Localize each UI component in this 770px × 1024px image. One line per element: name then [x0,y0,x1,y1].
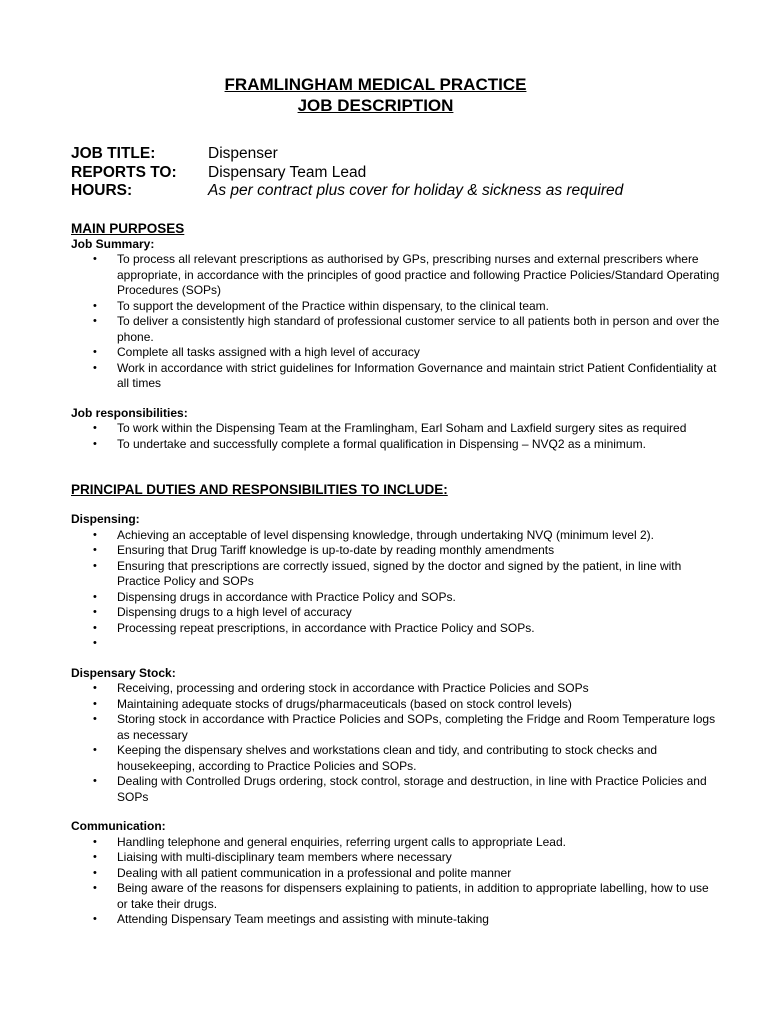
list-item: • To deliver a consistently high standard of professional customer service to all patients both in person and over the phone. [71,314,720,345]
list-item: • Being aware of the reasons for dispensers explaining to patients, in addition to appropriate labelling, how to use or take their drugs. [71,881,720,912]
list-item: • To work within the Dispensing Team at the Framlingham, Earl Soham and Laxfield surgery sites as required [71,421,720,437]
meta-row-job-title [71,145,720,164]
list-item: • Dealing with all patient communication in a professional and polite manner [71,866,720,882]
list-item: • To undertake and successfully complete a formal qualification in Dispensing – NVQ2 as a minimum. [71,437,720,453]
list-item: • Liaising with multi-disciplinary team members where necessary [71,850,720,866]
meta-value: Dispensary Team Lead [208,163,367,181]
list-item: • To process all relevant prescriptions as authorised by GPs, prescribing nurses and external prescribers where appropriate, in accordance with the principles of good practice and following Practice Policies/Standard Operating Procedures (SOPs) [71,252,720,299]
document-type: JOB DESCRIPTION [297,96,454,115]
meta-row-reports-to [71,164,720,183]
list-item: • Ensuring that prescriptions are correctly issued, signed by the doctor and signed by the patient, in line with Practice Policy and SOPs [71,559,720,590]
meta-label: HOURS: [71,182,133,199]
list-item: • Storing stock in accordance with Practice Policies and SOPs, completing the Fridge and Room Temperature logs as necessary [71,712,720,743]
list-item: • Achieving an acceptable of level dispensing knowledge, through undertaking NVQ (minimum level 2). [71,528,720,544]
list-item: • Complete all tasks assigned with a high level of accuracy [71,345,720,361]
document-title [31,74,720,116]
list-item: • Maintaining adequate stocks of drugs/pharmaceuticals (based on stock control levels) [71,697,720,713]
meta-value: Dispenser [208,145,278,162]
job-responsibilities-heading: Job responsibilities: [71,405,188,420]
list-item: • Work in accordance with strict guidelines for Information Governance and maintain strict Patient Confidentiality at all times [71,361,720,392]
meta-label: JOB TITLE: [71,145,156,162]
empty-list-item [71,636,720,652]
job-responsibilities-list [71,421,720,452]
list-item: • Attending Dispensary Team meetings and assisting with minute-taking [71,912,720,928]
list-item: • Receiving, processing and ordering stock in accordance with Practice Policies and SOPs [71,681,720,697]
list-item: • Handling telephone and general enquiries, referring urgent calls to appropriate Lead. [71,835,720,851]
list-item: • Dealing with Controlled Drugs ordering, stock control, storage and destruction, in line with Practice Policies and SOPs [71,774,720,805]
meta-value: As per contract plus cover for holiday & sickness as required [208,182,624,199]
meta-label: REPORTS TO: [71,163,177,181]
list-item: • Processing repeat prescriptions, in accordance with Practice Policy and SOPs. [71,621,720,637]
list-item: • To support the development of the Practice within dispensary, to the clinical team. [71,299,720,315]
communication-heading: Communication: [71,819,166,833]
main-purposes-heading: MAIN PURPOSES [71,220,185,236]
meta-row-hours [71,182,720,201]
principal-duties-heading: PRINCIPAL DUTIES AND RESPONSIBILITIES TO INCLUDE: [71,482,448,497]
list-item: • Keeping the dispensary shelves and workstations clean and tidy, and contributing to stock checks and housekeeping, according to Practice Policies and SOPs. [71,743,720,774]
dispensary-stock-list [71,681,720,805]
list-item: • Ensuring that Drug Tariff knowledge is up-to-date by reading monthly amendments [71,543,720,559]
job-meta [71,145,720,201]
job-summary-list [71,252,720,392]
list-item: • Dispensing drugs in accordance with Practice Policy and SOPs. [71,590,720,606]
dispensing-list [71,528,720,652]
communication-list [71,835,720,928]
job-summary-heading: Job Summary: [71,236,155,251]
dispensary-stock-heading: Dispensary Stock: [71,665,176,680]
list-item: • Dispensing drugs to a high level of accuracy [71,605,720,621]
dispensing-heading: Dispensing: [71,512,140,526]
practice-name: FRAMLINGHAM MEDICAL PRACTICE [224,75,527,94]
